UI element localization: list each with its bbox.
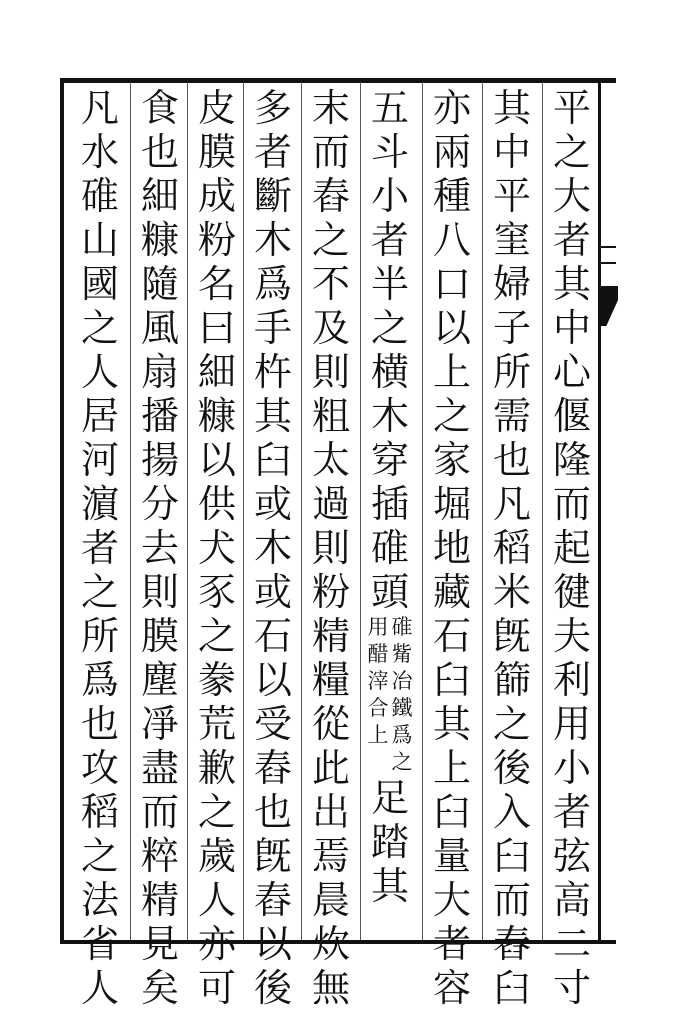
character: 塵 [140,658,179,702]
character: 中 [552,306,591,350]
character: 之 [80,570,119,614]
character: 木 [253,526,292,570]
character: 此 [311,746,350,790]
character: 細 [140,174,179,218]
character: 子 [492,306,531,350]
character: 石 [432,614,471,658]
character: 及 [311,306,350,350]
character: 也 [140,130,179,174]
character: 臼 [432,658,471,702]
character: 亦 [197,922,236,966]
fore-edge-mark [600,246,616,248]
character: 國 [80,262,119,306]
character: 斗 [370,130,409,174]
column-divider [243,82,244,940]
character: 法 [80,878,119,922]
character: 風 [140,306,179,350]
character: 糠 [140,218,179,262]
character: 中 [492,130,531,174]
character: 濵 [80,482,119,526]
character: 臼 [492,834,531,878]
text-column-8 [136,86,184,1010]
character: 也 [492,438,531,482]
character: 水 [80,130,119,174]
character: 斷 [253,174,292,218]
annotation-character: 用 [367,615,389,639]
character: 量 [432,834,471,878]
text-column-1 [548,86,596,1010]
character: 半 [370,262,409,306]
character: 糧 [311,658,350,702]
character: 手 [253,306,292,350]
character: 徤 [552,570,591,614]
text-column-3 [428,86,476,1010]
character: 容 [432,966,471,1010]
character: 臼 [253,438,292,482]
character: 大 [432,878,471,922]
character: 省 [80,922,119,966]
character: 矣 [140,966,179,1010]
annotation-character: 之 [391,750,413,774]
annotation-character: 醋 [367,642,389,666]
character: 之 [80,306,119,350]
column-divider [422,82,423,940]
character: 攻 [80,746,119,790]
character: 後 [253,966,292,1010]
column-divider [482,82,483,940]
character: 人 [80,350,119,394]
character: 其 [492,86,531,130]
character: 夫 [552,614,591,658]
annotation-character: 觜 [391,642,413,666]
character: 而 [552,482,591,526]
character: 隆 [552,438,591,482]
character: 人 [197,878,236,922]
character: 者 [552,790,591,834]
character: 婦 [492,262,531,306]
character: 木 [370,394,409,438]
character: 成 [197,174,236,218]
character: 種 [432,174,471,218]
character: 末 [311,86,350,130]
character: 横 [370,350,409,394]
character: 用 [552,702,591,746]
character: 者 [432,922,471,966]
character: 利 [552,658,591,702]
column-divider [542,82,543,940]
character: 也 [80,702,119,746]
character: 凈 [140,702,179,746]
column-divider [187,82,188,940]
fore-edge-mark [600,262,616,264]
character: 無 [311,966,350,1010]
character: 以 [253,658,292,702]
character: 河 [80,438,119,482]
character: 精 [140,878,179,922]
fishtail-mark-icon [600,286,618,326]
interlinear-annotation [366,614,414,776]
text-column-6 [249,86,297,1010]
frame-left-rule [60,78,64,944]
character: 口 [432,262,471,306]
character: 稻 [492,526,531,570]
character: 杵 [253,350,292,394]
character: 或 [253,482,292,526]
character: 糠 [197,394,236,438]
annotation-line [367,614,389,776]
character: 弦 [552,834,591,878]
character: 旣 [492,614,531,658]
character: 膜 [140,614,179,658]
annotation-character: 滓 [367,669,389,693]
character: 皮 [197,86,236,130]
character: 藏 [432,570,471,614]
character: 寸 [552,966,591,1010]
character: 舂 [253,878,292,922]
character: 爲 [80,658,119,702]
character: 而 [311,130,350,174]
character: 平 [552,86,591,130]
character: 足 [370,776,409,820]
character: 晨 [311,878,350,922]
annotation-character: 合 [367,696,389,720]
character: 分 [140,482,179,526]
character: 五 [370,86,409,130]
character: 碓 [80,174,119,218]
character: 其 [432,702,471,746]
text-column-2 [488,86,536,1010]
character: 之 [197,614,236,658]
character: 臼 [492,966,531,1010]
character: 舂 [492,922,531,966]
character: 插 [370,482,409,526]
character: 偃 [552,394,591,438]
character: 不 [311,262,350,306]
character: 其 [370,864,409,908]
character: 木 [253,218,292,262]
text-column-7 [193,86,241,1010]
character: 山 [80,218,119,262]
character: 膜 [197,130,236,174]
character: 小 [552,746,591,790]
character: 粗 [311,394,350,438]
character: 二 [552,922,591,966]
character: 爲 [253,262,292,306]
character: 者 [253,130,292,174]
character: 炊 [311,922,350,966]
frame-top-rule [60,78,616,83]
frame-right-rule [598,78,601,944]
character: 其 [552,262,591,306]
character: 窐 [492,218,531,262]
character: 後 [492,746,531,790]
character: 平 [492,174,531,218]
character: 之 [311,218,350,262]
character: 堀 [432,482,471,526]
character: 頭 [370,570,409,614]
character: 碓 [370,526,409,570]
character: 稻 [80,790,119,834]
text-column-4 [366,86,414,940]
character: 犬 [197,526,236,570]
character: 豢 [197,658,236,702]
character: 精 [311,614,350,658]
annotation-line [391,614,413,776]
character: 以 [197,438,236,482]
character: 者 [370,218,409,262]
character: 之 [370,306,409,350]
character: 粹 [140,834,179,878]
character: 而 [492,878,531,922]
character: 凡 [492,482,531,526]
character: 高 [552,878,591,922]
character: 者 [552,218,591,262]
character: 上 [432,350,471,394]
annotation-character: 鐵 [391,696,413,720]
character: 居 [80,394,119,438]
character: 之 [432,394,471,438]
character: 則 [140,570,179,614]
character: 過 [311,482,350,526]
character: 心 [552,350,591,394]
character: 人 [80,966,119,1010]
character: 舂 [311,174,350,218]
character: 歉 [197,746,236,790]
character: 凡 [80,86,119,130]
character: 太 [311,438,350,482]
character: 或 [253,570,292,614]
text-column-5 [307,86,355,1010]
character: 所 [80,614,119,658]
character: 播 [140,394,179,438]
character: 兩 [432,130,471,174]
character: 亦 [432,86,471,130]
character: 供 [197,482,236,526]
character: 細 [197,350,236,394]
character: 石 [253,614,292,658]
character: 則 [311,526,350,570]
character: 起 [552,526,591,570]
character: 則 [311,350,350,394]
annotation-character: 碓 [391,615,413,639]
character: 而 [140,790,179,834]
character: 之 [552,130,591,174]
character: 去 [140,526,179,570]
character: 出 [311,790,350,834]
character: 見 [140,922,179,966]
character: 以 [253,922,292,966]
character: 名 [197,262,236,306]
character: 粉 [197,218,236,262]
character: 入 [492,790,531,834]
character: 所 [492,350,531,394]
character: 臼 [432,790,471,834]
character: 揚 [140,438,179,482]
annotation-character: 冶 [391,669,413,693]
annotation-character: 上 [367,723,389,747]
character: 小 [370,174,409,218]
character: 需 [492,394,531,438]
column-divider [130,82,131,940]
character: 之 [80,834,119,878]
character: 篩 [492,658,531,702]
character: 以 [432,306,471,350]
character: 穿 [370,438,409,482]
character: 其 [253,394,292,438]
character: 踏 [370,820,409,864]
annotation-character: 爲 [391,723,413,747]
character: 荒 [197,702,236,746]
character: 粉 [311,570,350,614]
character: 可 [197,966,236,1010]
character: 歲 [197,834,236,878]
column-divider [301,82,302,940]
character: 曰 [197,306,236,350]
character: 受 [253,702,292,746]
character: 焉 [311,834,350,878]
character: 旣 [253,834,292,878]
character: 八 [432,218,471,262]
character: 舂 [253,746,292,790]
character: 之 [197,790,236,834]
character: 米 [492,570,531,614]
character: 豕 [197,570,236,614]
character: 隨 [140,262,179,306]
character: 大 [552,174,591,218]
character: 地 [432,526,471,570]
character: 扇 [140,350,179,394]
character: 者 [80,526,119,570]
character: 從 [311,702,350,746]
character: 上 [432,746,471,790]
character: 家 [432,438,471,482]
character: 食 [140,86,179,130]
column-divider [360,82,361,940]
text-column-9 [76,86,124,1010]
character: 多 [253,86,292,130]
character: 盡 [140,746,179,790]
character: 也 [253,790,292,834]
character: 之 [492,702,531,746]
